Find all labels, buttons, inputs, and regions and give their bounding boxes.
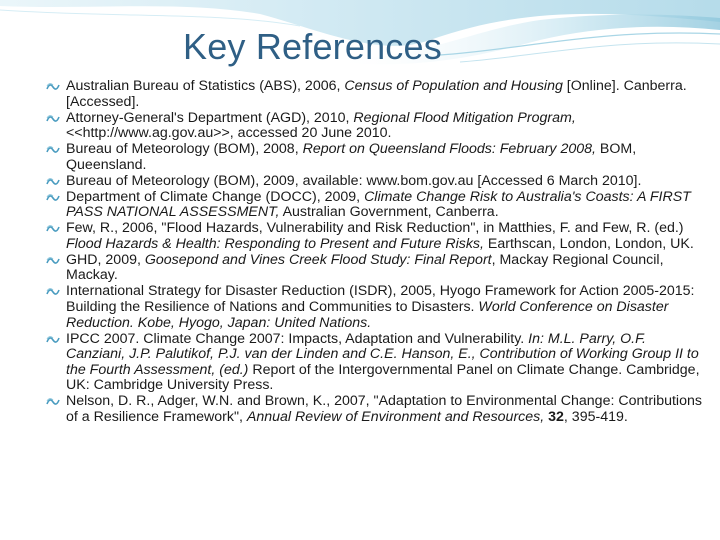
reference-item <box>46 253 706 284</box>
reference-text-tail: Australian Government, Canberra. <box>279 204 499 221</box>
reference-item <box>46 174 706 190</box>
reference-item <box>46 79 706 110</box>
wavy-bullet-icon <box>46 193 60 203</box>
wavy-bullet-icon <box>46 224 60 234</box>
reference-title: Goosepond and Vines Creek Flood Study: Final Report <box>144 251 492 268</box>
reference-text: Department of Climate Change (DOCC), 2009, <box>66 188 365 205</box>
wavy-bullet-icon <box>46 145 60 155</box>
wavy-bullet-icon <box>46 177 60 187</box>
reference-text: Bureau of Meteorology (BOM), 2008, <box>66 141 303 158</box>
reference-item <box>46 284 706 331</box>
reference-text: Bureau of Meteorology (BOM), 2009, available: www.bom.gov.au [Accessed 6 March 2010]. <box>66 172 642 189</box>
reference-text-tail: BOM, Queensland. <box>66 141 637 173</box>
reference-text: Australian Bureau of Statistics (ABS), 2006, <box>66 78 345 94</box>
reference-item <box>46 142 706 173</box>
reference-title: In: M.L. Parry, O.F. Canziani, J.P. Palutikof, P.J. van der Linden and C.E. Hanson, E., Contribution of Working Group II to the Fourth Assessment, (ed.) <box>66 330 699 378</box>
reference-item <box>46 394 706 425</box>
wavy-bullet-icon <box>46 82 60 92</box>
reference-text: International Strategy for Disaster Reduction (ISDR), 2005, Hyogo Framework for Action 2005-2015: Building the Resilience of Nations and Communities to Disasters. <box>66 283 695 316</box>
reference-text-tail: , Mackay Regional Council, Mackay. <box>66 251 664 284</box>
reference-title: Climate Change Risk to Australia's Coasts: A FIRST PASS NATIONAL ASSESSMENT, <box>66 188 691 221</box>
reference-title: Flood Hazards & Health: Responding to Present and Future Risks, <box>66 235 484 252</box>
reference-list <box>46 79 706 426</box>
reference-text: Nelson, D. R., Adger, W.N. and Brown, K., 2007, "Adaptation to Environmental Change: Contributions of a Resilience Framework", <box>66 393 702 425</box>
reference-item <box>46 111 706 142</box>
reference-text: GHD, 2009, <box>66 251 145 268</box>
reference-text-tail: Earthscan, London, London, UK. <box>483 235 694 252</box>
wavy-bullet-icon <box>46 287 60 297</box>
reference-title: Report on Queensland Floods: February 2008, <box>302 141 596 158</box>
reference-text-tail: <<http://www.ag.gov.au>>, accessed 20 June 2010. <box>66 125 392 142</box>
reference-text: Attorney-General's Department (AGD), 2010, <box>66 109 354 126</box>
reference-title: Regional Flood Mitigation Program, <box>353 109 576 126</box>
reference-title: Census of Population and Housing <box>344 78 563 94</box>
wavy-bullet-icon <box>46 256 60 266</box>
reference-text: IPCC 2007. Climate Change 2007: Impacts, Adaptation and Vulnerability. <box>66 330 529 347</box>
wavy-bullet-icon <box>46 397 60 407</box>
reference-text-tail: [Online]. Canberra. [Accessed]. <box>66 78 687 110</box>
reference-title: World Conference on Disaster Reduction. Kobe, Hyogo, Japan: United Nations. <box>66 299 669 331</box>
reference-volume: 32 <box>544 408 564 425</box>
wavy-bullet-icon <box>46 114 60 124</box>
reference-text-tail: Report of the Intergovernmental Panel on Climate Change. Cambridge, UK: Cambridge University Press. <box>66 361 700 394</box>
reference-pages: , 395-419. <box>563 408 628 425</box>
wavy-bullet-icon <box>46 335 60 345</box>
reference-item <box>46 332 706 394</box>
reference-item <box>46 221 706 252</box>
reference-title: Annual Review of Environment and Resources, <box>246 408 545 425</box>
slide-title: Key References <box>183 26 442 67</box>
reference-item <box>46 190 706 221</box>
reference-text: Few, R., 2006, "Flood Hazards, Vulnerability and Risk Reduction", in Matthies, F. and Few, R. (ed.) <box>66 220 684 237</box>
